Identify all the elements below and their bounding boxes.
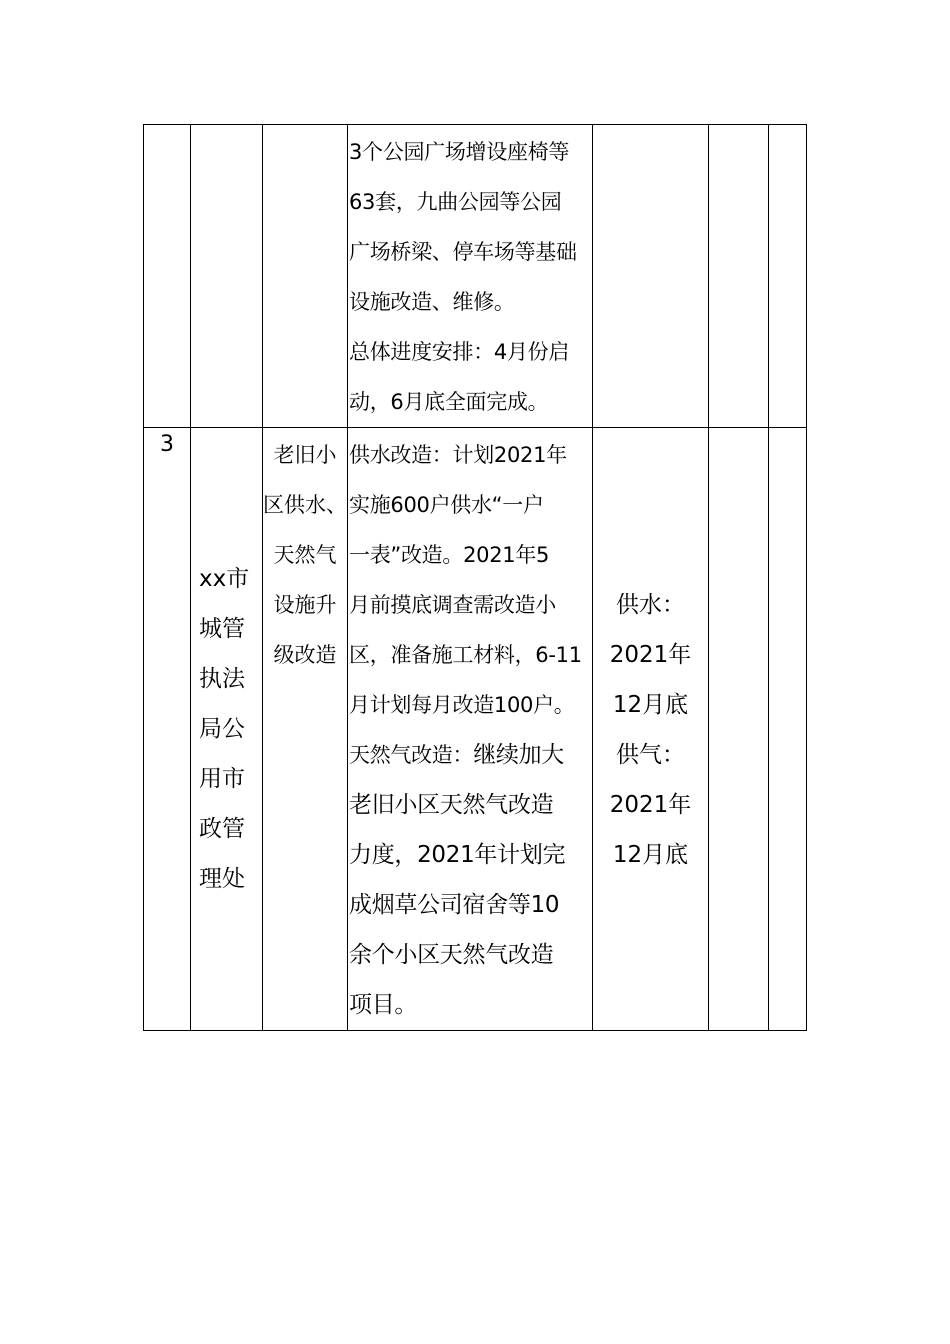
table-row: [144, 125, 807, 428]
content-text: [348, 428, 592, 1030]
table-row: [144, 428, 807, 1031]
content-part1: 供水改造：计划2021年 实施600户供水“一户 一表”改造。2021年5 月前摸底调查需改造小 区，准备施工材料，6-11 月计划每月改造100户。 天然气改造：: [349, 443, 582, 767]
organization-name: xx市 城管 执法 局公 用市 政管 理处: [199, 566, 250, 892]
cell-organization: [191, 428, 263, 1031]
cell-number: [144, 428, 191, 1031]
content-text: 3个公园广场增设座椅等 63套，九曲公园等公园 广场桥梁、停车场等基础 设施改造、维修。 总体进度安排：4月份启 动，6月底全面完成。: [349, 140, 577, 414]
cell-project: [263, 428, 348, 1031]
cell-content: [348, 428, 593, 1031]
cell-empty-6: [709, 125, 769, 428]
project-name: 老旧小 区供水、 天然气 设施升 级改造: [263, 443, 347, 667]
cell-empty-6: [709, 428, 769, 1031]
project-table: [143, 124, 807, 1031]
cell-empty-7: [769, 428, 807, 1031]
cell-project: [263, 125, 348, 428]
row-number: 3: [160, 432, 174, 457]
completion-time: 供水： 2021年 12月底 供气： 2021年 12月底: [609, 592, 692, 868]
cell-number: [144, 125, 191, 428]
cell-time: [593, 125, 709, 428]
cell-content: [348, 125, 593, 428]
content-part2: 继续加大 老旧小区天然气改造 力度，2021年计划完 成烟草公司宿舍等10 余个小区天然气改造 项目。: [349, 742, 566, 1018]
cell-time: [593, 428, 709, 1031]
cell-empty-7: [769, 125, 807, 428]
cell-organization: [191, 125, 263, 428]
